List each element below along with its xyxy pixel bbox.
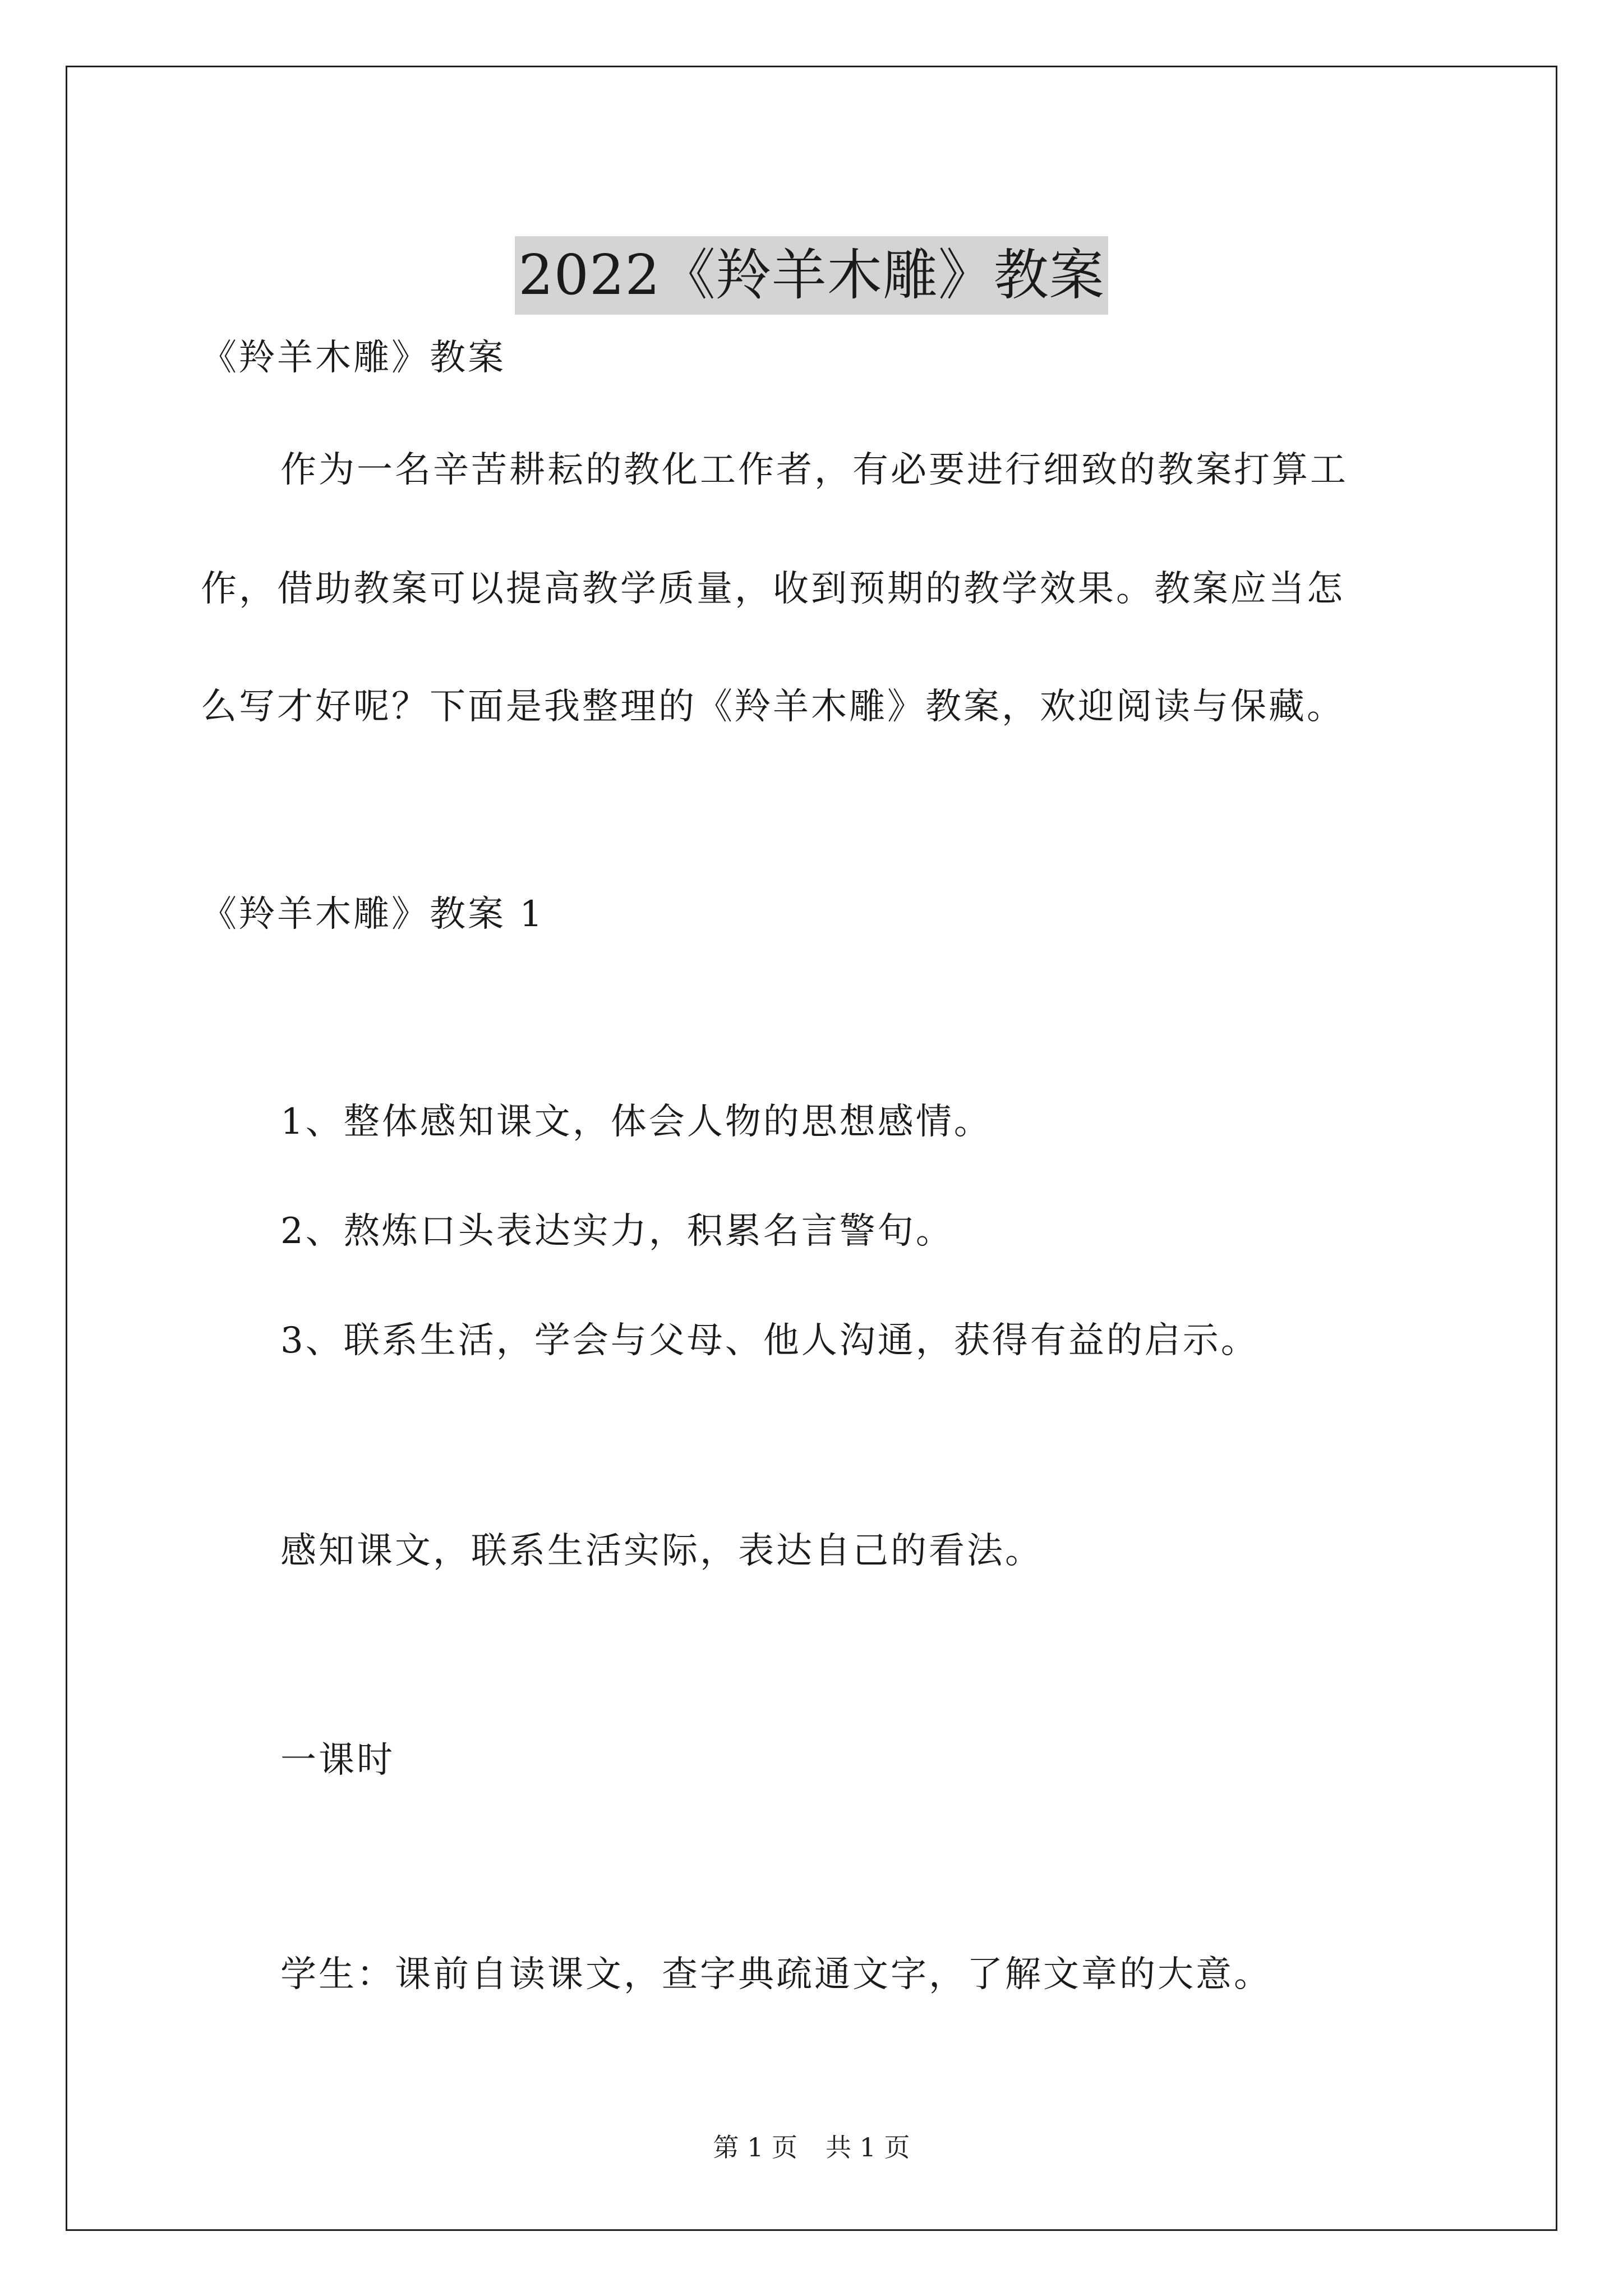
intro-line-2: 作，借助教案可以提高教学质量，收到预期的教学效果。教案应当怎 <box>201 568 1345 610</box>
goal-item-3: 3、联系生活，学会与父母、他人沟通，获得有益的启示。 <box>280 1320 1259 1361</box>
key-point: 感知课文，联系生活实际，表达自己的看法。 <box>280 1530 1043 1572</box>
preparation: 学生：课前自读课文，查字典疏通文字，了解文章的大意。 <box>280 1954 1272 1995</box>
section-heading: 《羚羊木雕》教案 1 <box>201 894 545 935</box>
document-title: 2022《羚羊木雕》教案 <box>515 236 1108 315</box>
intro-line-3: 么写才好呢？下面是我整理的《羚羊木雕》教案，欢迎阅读与保藏。 <box>201 686 1345 728</box>
goal-item-2: 2、熬炼口头表达实力，积累名言警句。 <box>280 1211 954 1252</box>
class-hours: 一课时 <box>280 1740 395 1781</box>
intro-line-1: 作为一名辛苦耕耘的教化工作者，有必要进行细致的教案打算工 <box>280 449 1348 491</box>
page-total: 共 1 页 <box>826 2132 910 2162</box>
page-border <box>66 66 1557 2231</box>
subtitle: 《羚羊木雕》教案 <box>201 337 506 379</box>
goal-item-1: 1、整体感知课文，体会人物的思想感情。 <box>280 1101 992 1143</box>
page-number: 第 1 页 <box>713 2132 797 2162</box>
title-container <box>0 199 1623 351</box>
page-footer <box>0 2131 1623 2164</box>
